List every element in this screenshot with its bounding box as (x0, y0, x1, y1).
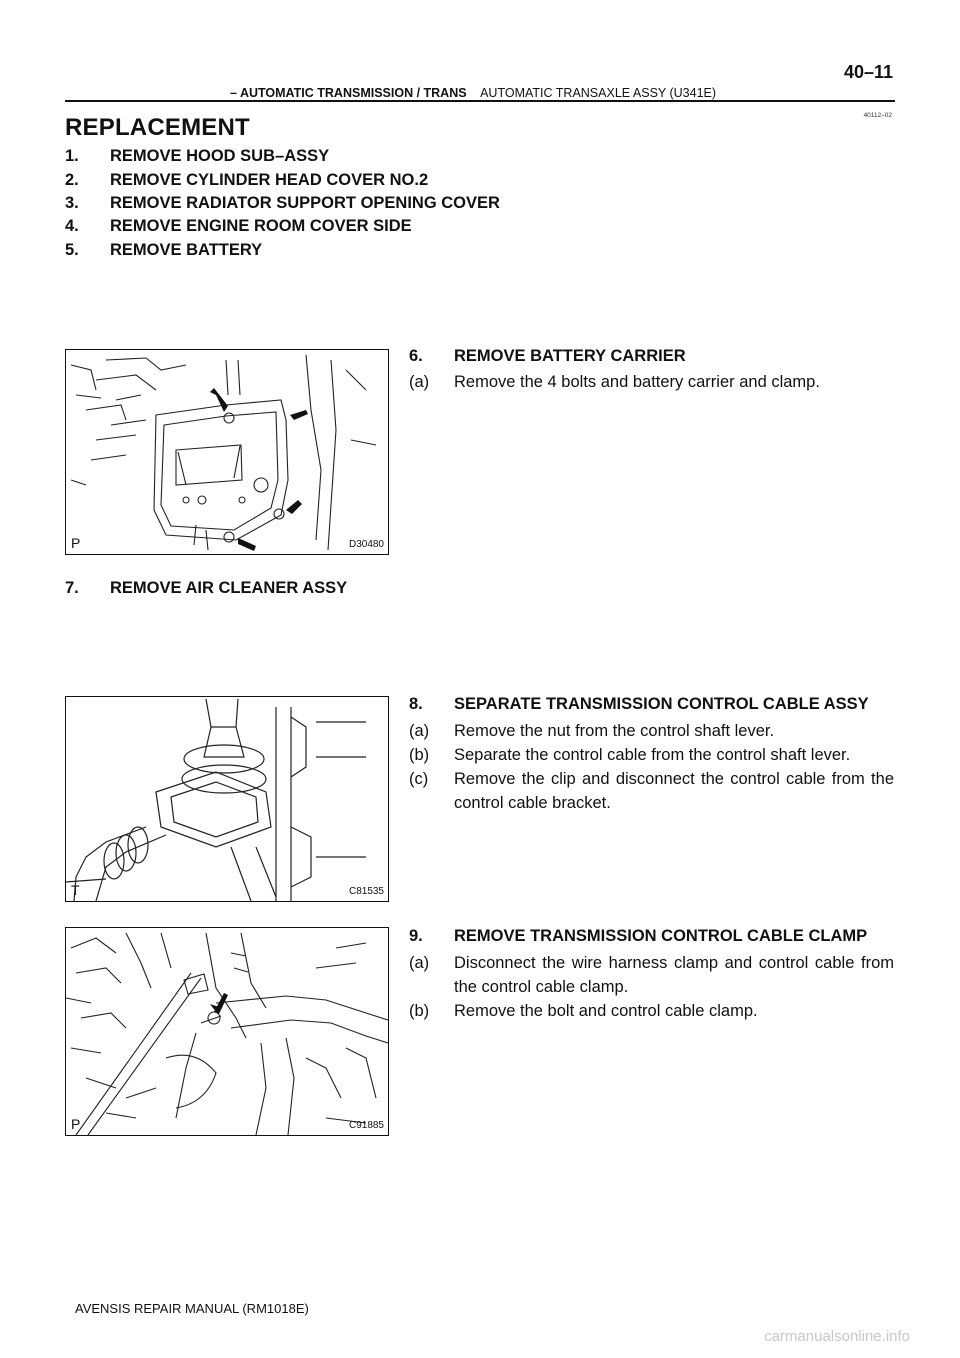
step-5 (65, 241, 262, 260)
substep-text: Remove the clip and disconnect the control cable from the control cable bracket. (454, 770, 894, 812)
substep-text: Remove the nut from the control shaft lever. (454, 722, 775, 740)
substep-text: Remove the 4 bolts and battery carrier and clamp. (454, 373, 820, 391)
substep-8b (409, 743, 895, 767)
step-2 (65, 171, 428, 190)
step-text: REMOVE RADIATOR SUPPORT OPENING COVER (110, 194, 500, 212)
step-1 (65, 147, 329, 166)
step-3 (65, 194, 500, 213)
step-text: REMOVE TRANSMISSION CONTROL CABLE CLAMP (454, 927, 868, 945)
substep-text: Disconnect the wire harness clamp and control cable from the control cable clamp. (454, 954, 894, 996)
substep-label: (b) (409, 746, 430, 764)
header-divider (65, 100, 895, 102)
step-text: REMOVE ENGINE ROOM COVER SIDE (110, 217, 412, 235)
step-text: REMOVE BATTERY (110, 241, 263, 259)
step-text: REMOVE AIR CLEANER ASSY (110, 579, 348, 597)
figure-battery-carrier (65, 349, 389, 555)
step-number: 3. (65, 194, 79, 212)
substep-label: (a) (409, 373, 430, 391)
figure-view-letter: P (71, 1116, 81, 1132)
substep-9a (409, 951, 895, 999)
figure-control-cable (65, 696, 389, 902)
substep-8c (409, 767, 895, 815)
step-number: 9. (409, 927, 423, 945)
step-7 (65, 579, 347, 598)
step-number: 8. (409, 695, 423, 713)
control-cable-illustration (66, 697, 388, 901)
step-8 (409, 695, 869, 714)
figure-cable-clamp (65, 927, 389, 1136)
step-number: 5. (65, 241, 79, 259)
substep-label: (b) (409, 1002, 430, 1020)
header-section: – AUTOMATIC TRANSMISSION / TRANS (230, 86, 467, 100)
page-number: 40–11 (843, 62, 893, 82)
step-number: 7. (65, 579, 79, 597)
figure-code: C81535 (348, 886, 384, 897)
watermark: carmanualsonline.info (764, 1328, 910, 1345)
substep-6a (409, 370, 895, 394)
step-6 (409, 347, 686, 366)
running-header (230, 86, 716, 100)
page-title: REPLACEMENT (65, 114, 250, 141)
substep-text: Separate the control cable from the control shaft lever. (454, 746, 851, 764)
document-code: 40112–02 (863, 112, 892, 119)
figure-code: D30480 (348, 539, 384, 550)
step-text: SEPARATE TRANSMISSION CONTROL CABLE ASSY (454, 695, 869, 713)
substep-9b (409, 999, 895, 1023)
cable-clamp-illustration (66, 928, 388, 1135)
step-9 (409, 927, 867, 946)
step-number: 2. (65, 171, 79, 189)
substep-text: Remove the bolt and control cable clamp. (454, 1002, 758, 1020)
figure-view-letter: P (71, 535, 81, 551)
figure-code: C91885 (348, 1120, 384, 1131)
step-text: REMOVE HOOD SUB–ASSY (110, 147, 330, 165)
step-number: 4. (65, 217, 79, 235)
figure-view-letter: T (71, 882, 80, 898)
substep-8a (409, 719, 895, 743)
step-text: REMOVE CYLINDER HEAD COVER NO.2 (110, 171, 429, 189)
step-4 (65, 217, 412, 236)
substep-label: (a) (409, 722, 430, 740)
step-text: REMOVE BATTERY CARRIER (454, 347, 686, 365)
step-number: 1. (65, 147, 79, 165)
header-subsection: AUTOMATIC TRANSAXLE ASSY (U341E) (480, 86, 717, 100)
battery-carrier-illustration (66, 350, 388, 554)
substep-label: (a) (409, 954, 430, 972)
footer-manual-id: AVENSIS REPAIR MANUAL (RM1018E) (75, 1301, 309, 1316)
substep-label: (c) (409, 770, 429, 788)
step-number: 6. (409, 347, 423, 365)
